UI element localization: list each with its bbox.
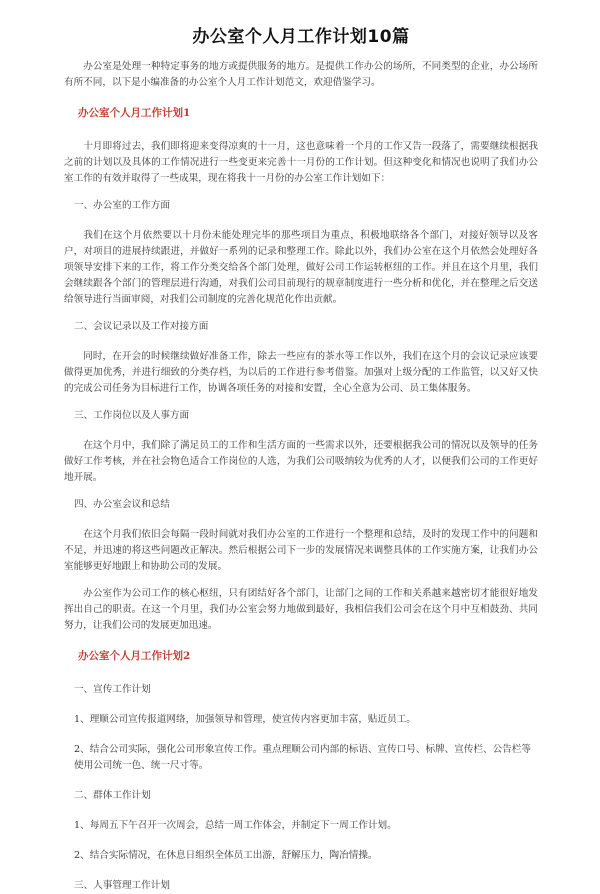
plan-1-section-2-body: 同时，在开会的时候继续做好准备工作，除去一些应有的茶水等工作以外，我们在这个月的会议记录应该要做得更加优秀，并进行细致的分类存档，为以后的工作进行参考借鉴。加强对上级分配的工作监管，以又好又快的完成公司任务为目标进行工作，协调各项任务的对接和安置，全心全意为公司、员工集体服务。 xyxy=(64,351,538,394)
plan-2-heading: 办公室个人月工作计划2 xyxy=(78,650,191,662)
intro-paragraph: 办公室是处理一种特定事务的地方或提供服务的地方。是提供工作办公的场所，不同类型的企业，办公场所有所不同，以下是小编准备的办公室个人月工作计划范文，欢迎借鉴学习。 xyxy=(64,61,538,88)
plan-2-section-2-item-2: 2、结合实际情况，在休息日组织全体员工出游，舒解压力，陶冶情操。 xyxy=(74,850,378,861)
plan-2-section-1-item-2: 2、结合公司实际，强化公司形象宣传工作。重点理顺公司内部的标语、宣传口号、标牌、宣传栏、公告栏等使用公司统一色、统一尺寸等。 xyxy=(74,744,532,771)
plan-1-section-3-heading: 三、工作岗位以及人事方面 xyxy=(74,410,190,421)
plan-1-heading: 办公室个人月工作计划1 xyxy=(78,107,191,119)
page-title: 办公室个人月工作计划10篇 xyxy=(192,27,410,47)
plan-2-section-1-heading: 一、宣传工作计划 xyxy=(74,684,151,695)
plan-1-section-1-heading: 一、办公室的工作方面 xyxy=(74,200,170,211)
plan-2-section-2-item-1: 1、每周五下午召开一次周会，总结一周工作体会，并制定下一周工作计划。 xyxy=(74,820,397,831)
plan-1-opening: 十月即将过去，我们即将迎来变得凉爽的十一月，这也意味着一个月的工作又告一段落了，需要继续根据我之前的计划以及具体的工作情况进行一些变更来完善十一月份的工作计划。但这种变化和情况也说明了我们办公室工作的有效并取得了一些成果，现在将我十一月份的办公室工作计划如下： xyxy=(64,141,538,184)
plan-1-closing: 办公室作为公司工作的核心枢纽，只有团结好各个部门，让部门之间的工作和关系越来越密切才能很好地发挥出自己的职责。在这一个月里，我们办公室会努力地做到最好，我相信我们公司会在这个月中互相鼓劲、共同努力，让我们公司的发展更加迅速。 xyxy=(64,588,538,631)
plan-1-section-4-body: 在这个月我们依旧会每隔一段时间就对我们办公室的工作进行一个整理和总结，及时的发现工作中的问题和不足，并迅速的将这些问题改正解决。然后根据公司下一步的发展情况来调整具体的工作实施方案，让我们办公室能够更好地跟上和协助公司的发展。 xyxy=(64,529,538,572)
plan-1-section-2-heading: 二、会议记录以及工作对接方面 xyxy=(74,321,209,332)
plan-1-section-4-heading: 四、办公室会议和总结 xyxy=(74,499,170,510)
plan-1-section-1-body: 我们在这个月依然要以十月份未能处理完毕的那些项目为重点，积极地联络各个部门，对接好领导以及客户，对项目的进展持续跟进，并做好一系列的记录和整理工作。除此以外，我们办公室在这个月依然会处理好各项领导安排下来的工作，将工作分类交给各个部门处理，做好公司工作运转枢纽的工作。并且在这个月里，我们会继续跟各个部门的管理层进行沟通，对我们公司目前现行的规章制度进行一些分析和优化，并在整理之后交送给领导进行当面审阅，对我们公司制度的完善化规范化作出贡献。 xyxy=(64,230,538,305)
plan-1-section-3-body: 在这个月中，我们除了满足员工的工作和生活方面的一些需求以外，还要根据我公司的情况以及领导的任务做好工作考核，并在社会物色适合工作岗位的人选，为我们公司吸纳较为优秀的人才，以便我们公司的工作更好地开展。 xyxy=(64,440,538,483)
plan-2-section-3-heading: 三、人事管理工作计划 xyxy=(74,880,170,891)
plan-2-section-1-item-1: 1、理顺公司宣传报道网络，加强领导和管理，使宣传内容更加丰富，贴近员工。 xyxy=(74,714,416,725)
plan-2-section-2-heading: 二、群体工作计划 xyxy=(74,790,151,801)
